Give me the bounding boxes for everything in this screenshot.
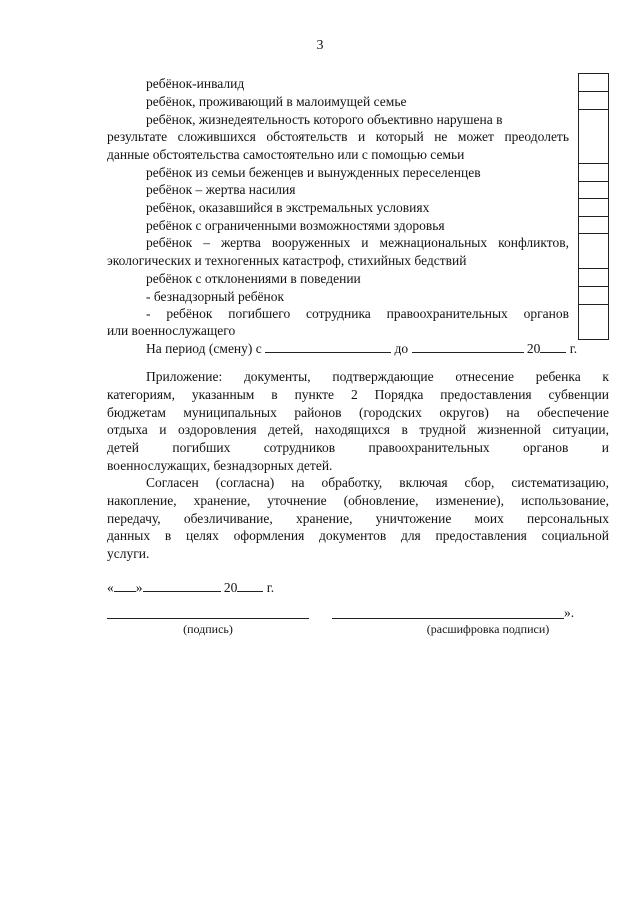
category-checkbox[interactable] (578, 286, 609, 305)
category-text: ребёнок с ограниченными возможностями здоровья (146, 218, 445, 233)
category-text: ребёнок с отклонениями в поведении (146, 271, 361, 286)
date-close-quote: » (135, 580, 143, 595)
period-year-field[interactable] (540, 340, 566, 353)
date-open-quote: « (107, 580, 114, 595)
category-text: ребёнок – жертва вооруженных и межнациональных конфликтов, (146, 235, 569, 250)
date-year-suffix: г. (266, 580, 275, 595)
category-text: - ребёнок погибшего сотрудника правоохранительных органов (146, 306, 569, 321)
category-checkbox[interactable] (578, 233, 609, 269)
category-text: или военнослужащего (107, 323, 236, 338)
date-year-prefix: 20 (223, 580, 238, 595)
category-text: ребёнок-инвалид (146, 76, 245, 91)
category-checkbox[interactable] (578, 216, 609, 234)
signature-decode-caption: (расшифровка подписи) (426, 622, 550, 636)
category-text: данные обстоятельства самостоятельно или с помощью семьи (107, 147, 465, 162)
category-text: - безнадзорный ребёнок (146, 289, 285, 304)
consent-line: услуги. (107, 546, 150, 561)
appendix-line: бюджетам муниципальных районов (городских округов) на обеспечение (107, 405, 609, 420)
appendix-line: отдыха и оздоровления детей, находящихся в трудной жизненной ситуации, (107, 422, 609, 437)
period-year-suffix: г. (569, 341, 578, 356)
signature-decode-field[interactable] (332, 618, 564, 619)
category-checkbox[interactable] (578, 91, 609, 110)
category-text: ребёнок, жизнедеятельность которого объективно нарушена в (146, 112, 503, 127)
signature-field[interactable] (107, 618, 309, 619)
signature-end-mark: ». (564, 605, 575, 620)
period-to-field[interactable] (412, 340, 524, 353)
period-label: На период (смену) с (146, 341, 262, 356)
category-checkbox[interactable] (578, 268, 609, 287)
consent-line: накопление, хранение, уточнение (обновление, изменение), использование, (107, 493, 609, 508)
category-checkbox[interactable] (578, 181, 609, 199)
period-to-label: до (394, 341, 409, 356)
signature-caption: (подпись) (183, 622, 233, 636)
page-number: 3 (316, 38, 324, 53)
category-checkbox[interactable] (578, 304, 609, 340)
category-checkbox[interactable] (578, 198, 609, 217)
consent-line: передачу, обезличивание, хранение, уничтожение моих персональных (107, 511, 609, 526)
category-text: ребёнок – жертва насилия (146, 182, 296, 197)
consent-line: Согласен (согласна) на обработку, включая сбор, систематизацию, (146, 475, 609, 490)
category-text: ребёнок, оказавшийся в экстремальных условиях (146, 200, 430, 215)
appendix-line: детей погибших сотрудников правоохранительных органов и (107, 440, 609, 455)
date-year-field[interactable] (237, 579, 263, 592)
date-day-field[interactable] (114, 579, 136, 592)
appendix-line: военнослужащих, безнадзорных детей. (107, 458, 333, 473)
appendix-line: Приложение: документы, подтверждающие отнесение ребенка к (146, 369, 609, 384)
consent-line: данных в целях оформления документов для предоставления социальной (107, 528, 609, 543)
period-year-prefix: 20 (526, 341, 541, 356)
category-text: результате сложившихся обстоятельств и который не может преодолеть (107, 129, 569, 144)
category-checkbox[interactable] (578, 109, 609, 164)
category-checkbox[interactable] (578, 73, 609, 92)
category-checkbox[interactable] (578, 163, 609, 182)
date-month-field[interactable] (143, 579, 221, 592)
category-text: ребёнок, проживающий в малоимущей семье (146, 94, 407, 109)
period-from-field[interactable] (265, 340, 391, 353)
date-line (107, 579, 274, 596)
category-text: экологических и техногенных катастроф, стихийных бедствий (107, 253, 467, 268)
period-line (146, 340, 577, 357)
appendix-line: категориям, указанным в пункте 2 Порядка предоставления субвенции (107, 387, 609, 402)
category-text: ребёнок из семьи беженцев и вынужденных переселенцев (146, 165, 481, 180)
